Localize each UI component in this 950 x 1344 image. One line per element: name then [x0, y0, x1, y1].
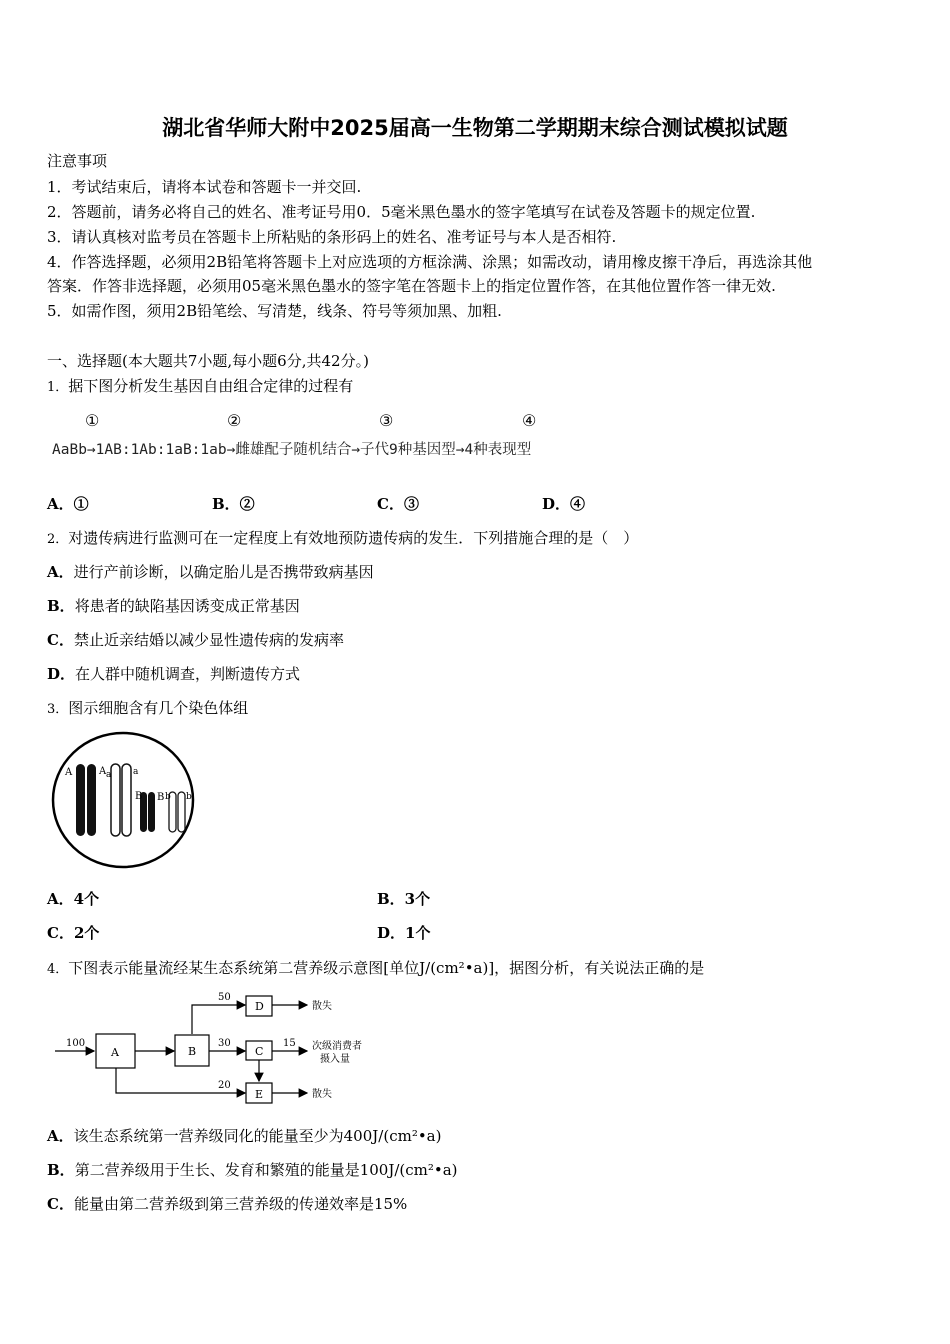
- section-heading: 一、选择题(本大题共7小题,每小题6分,共42分。): [47, 352, 369, 370]
- notice-item: 3．请认真核对监考员在答题卡上所粘贴的条形码上的姓名、准考证号与本人是否相符.: [47, 228, 617, 246]
- box-label: C: [255, 1045, 264, 1058]
- option-d[interactable]: D．1个: [377, 924, 431, 942]
- question-stem: 图示细胞含有几个染色体组: [68, 699, 249, 717]
- step-marker: ②: [227, 411, 242, 430]
- flow-label: 次级消费者: [312, 1041, 362, 1052]
- question-stem: 下图表示能量流经某生态系统第二营养级示意图[单位J/(cm²•a)]，据图分析，有关说法正确的是: [68, 959, 705, 977]
- box-label: E: [255, 1088, 264, 1101]
- option-letter: B．: [47, 597, 75, 615]
- option-letter: B．: [47, 1161, 75, 1179]
- chromosome: [87, 764, 96, 836]
- option-a[interactable]: A．4个: [47, 890, 100, 908]
- gene-label: A: [99, 766, 107, 777]
- box-label: B: [188, 1045, 197, 1058]
- option-text: 第二营养级用于生长、发育和繁殖的能量是100J/(cm²•a): [74, 1161, 458, 1179]
- question-3: [47, 697, 248, 721]
- option-letter: C．: [47, 631, 74, 649]
- chromosome: [111, 764, 120, 836]
- question-number: 1．: [47, 380, 69, 395]
- option-a[interactable]: [47, 1125, 441, 1147]
- question-1: [47, 375, 353, 399]
- chromosome: [148, 792, 155, 832]
- flow-arrow: [192, 1005, 245, 1034]
- option-c[interactable]: C．2个: [47, 924, 100, 942]
- step-marker: ④: [522, 411, 537, 430]
- question-number: 2．: [47, 532, 69, 547]
- question-stem: 据下图分析发生基因自由组合定律的过程有: [68, 377, 354, 395]
- flow-value: 30: [218, 1038, 231, 1049]
- gene-label: B: [135, 791, 143, 802]
- step-marker: ①: [85, 411, 100, 430]
- flow-value: 100: [66, 1038, 86, 1049]
- option-c[interactable]: [47, 629, 344, 651]
- option-text: 该生态系统第一营养级同化的能量至少为400J/(cm²•a): [73, 1127, 442, 1145]
- cell-diagram: [50, 730, 200, 870]
- notice-item: 答案．作答非选择题，必须用05毫米黑色墨水的签字笔在答题卡上的指定位置作答，在其他位置作答一律无效.: [47, 277, 776, 295]
- option-letter: A．: [47, 1127, 74, 1145]
- process-diagram: AaBb→1AB:1Ab:1aB:1ab→雌雄配子随机结合→子代9种基因型→4种表现型: [52, 442, 532, 458]
- flow-value: 20: [218, 1080, 231, 1091]
- gene-label: b: [186, 792, 192, 802]
- question-number: 4．: [47, 962, 69, 977]
- page-title: 湖北省华师大附中2025届高一生物第二学期期末综合测试模拟试题: [162, 116, 788, 140]
- chromosome: [76, 764, 85, 836]
- flow-label: 散失: [312, 1089, 332, 1100]
- question-2: [47, 527, 638, 551]
- gene-label: A: [65, 767, 73, 778]
- option-b[interactable]: B．②: [212, 495, 255, 513]
- notice-item: 5．如需作图，须用2B铅笔绘、写清楚，线条、符号等须加黑、加粗.: [47, 302, 502, 320]
- option-b[interactable]: [47, 595, 300, 617]
- option-a[interactable]: [47, 561, 374, 583]
- chromosome: [122, 764, 131, 836]
- notice-item: 2．答题前，请务必将自己的姓名、准考证号用0．5毫米黑色墨水的签字笔填写在试卷及答题卡的规定位置.: [47, 203, 756, 221]
- option-c[interactable]: [47, 1193, 407, 1215]
- gene-label: B: [157, 792, 165, 803]
- option-letter: A．: [47, 563, 74, 581]
- flow-label: 散失: [312, 1001, 332, 1012]
- option-text: 进行产前诊断，以确定胎儿是否携带致病基因: [73, 563, 374, 581]
- option-text: 禁止近亲结婚以减少显性遗传病的发病率: [73, 631, 344, 649]
- question-stem: 对遗传病进行监测可在一定程度上有效地预防遗传病的发生．下列措施合理的是（ ）: [68, 529, 639, 547]
- option-d[interactable]: D．④: [542, 495, 586, 513]
- notice-item: 4．作答选择题，必须用2B铅笔将答题卡上对应选项的方框涂满、涂黑；如需改动，请用橡皮擦干净后，再选涂其他: [47, 253, 813, 271]
- option-letter: D．: [47, 665, 76, 683]
- flow-label: 摄入量: [320, 1054, 350, 1065]
- option-text: 将患者的缺陷基因诱变成正常基因: [74, 597, 300, 615]
- option-b[interactable]: B．3个: [377, 890, 431, 908]
- option-b[interactable]: [47, 1159, 458, 1181]
- question-number: 3．: [47, 702, 69, 717]
- notice-item: 1．考试结束后，请将本试卷和答题卡一并交回.: [47, 178, 362, 196]
- chromosome: [178, 792, 185, 832]
- flow-value: 50: [218, 992, 231, 1003]
- notice-heading: 注意事项: [47, 152, 108, 170]
- gene-label: b: [165, 792, 171, 802]
- box-label: A: [111, 1046, 119, 1059]
- option-a[interactable]: A．①: [47, 495, 89, 513]
- option-d[interactable]: [47, 663, 300, 685]
- gene-label: a: [106, 770, 112, 780]
- box-label: D: [255, 1000, 264, 1013]
- question-4: [47, 957, 704, 981]
- step-marker: ③: [379, 411, 394, 430]
- option-text: 能量由第二营养级到第三营养级的传递效率是15%: [73, 1195, 408, 1213]
- flow-value: 15: [283, 1038, 296, 1049]
- gene-label: a: [133, 767, 139, 777]
- option-c[interactable]: C．③: [377, 495, 419, 513]
- energy-flow-diagram: [50, 988, 430, 1110]
- option-letter: C．: [47, 1195, 74, 1213]
- option-text: 在人群中随机调查，判断遗传方式: [75, 665, 301, 683]
